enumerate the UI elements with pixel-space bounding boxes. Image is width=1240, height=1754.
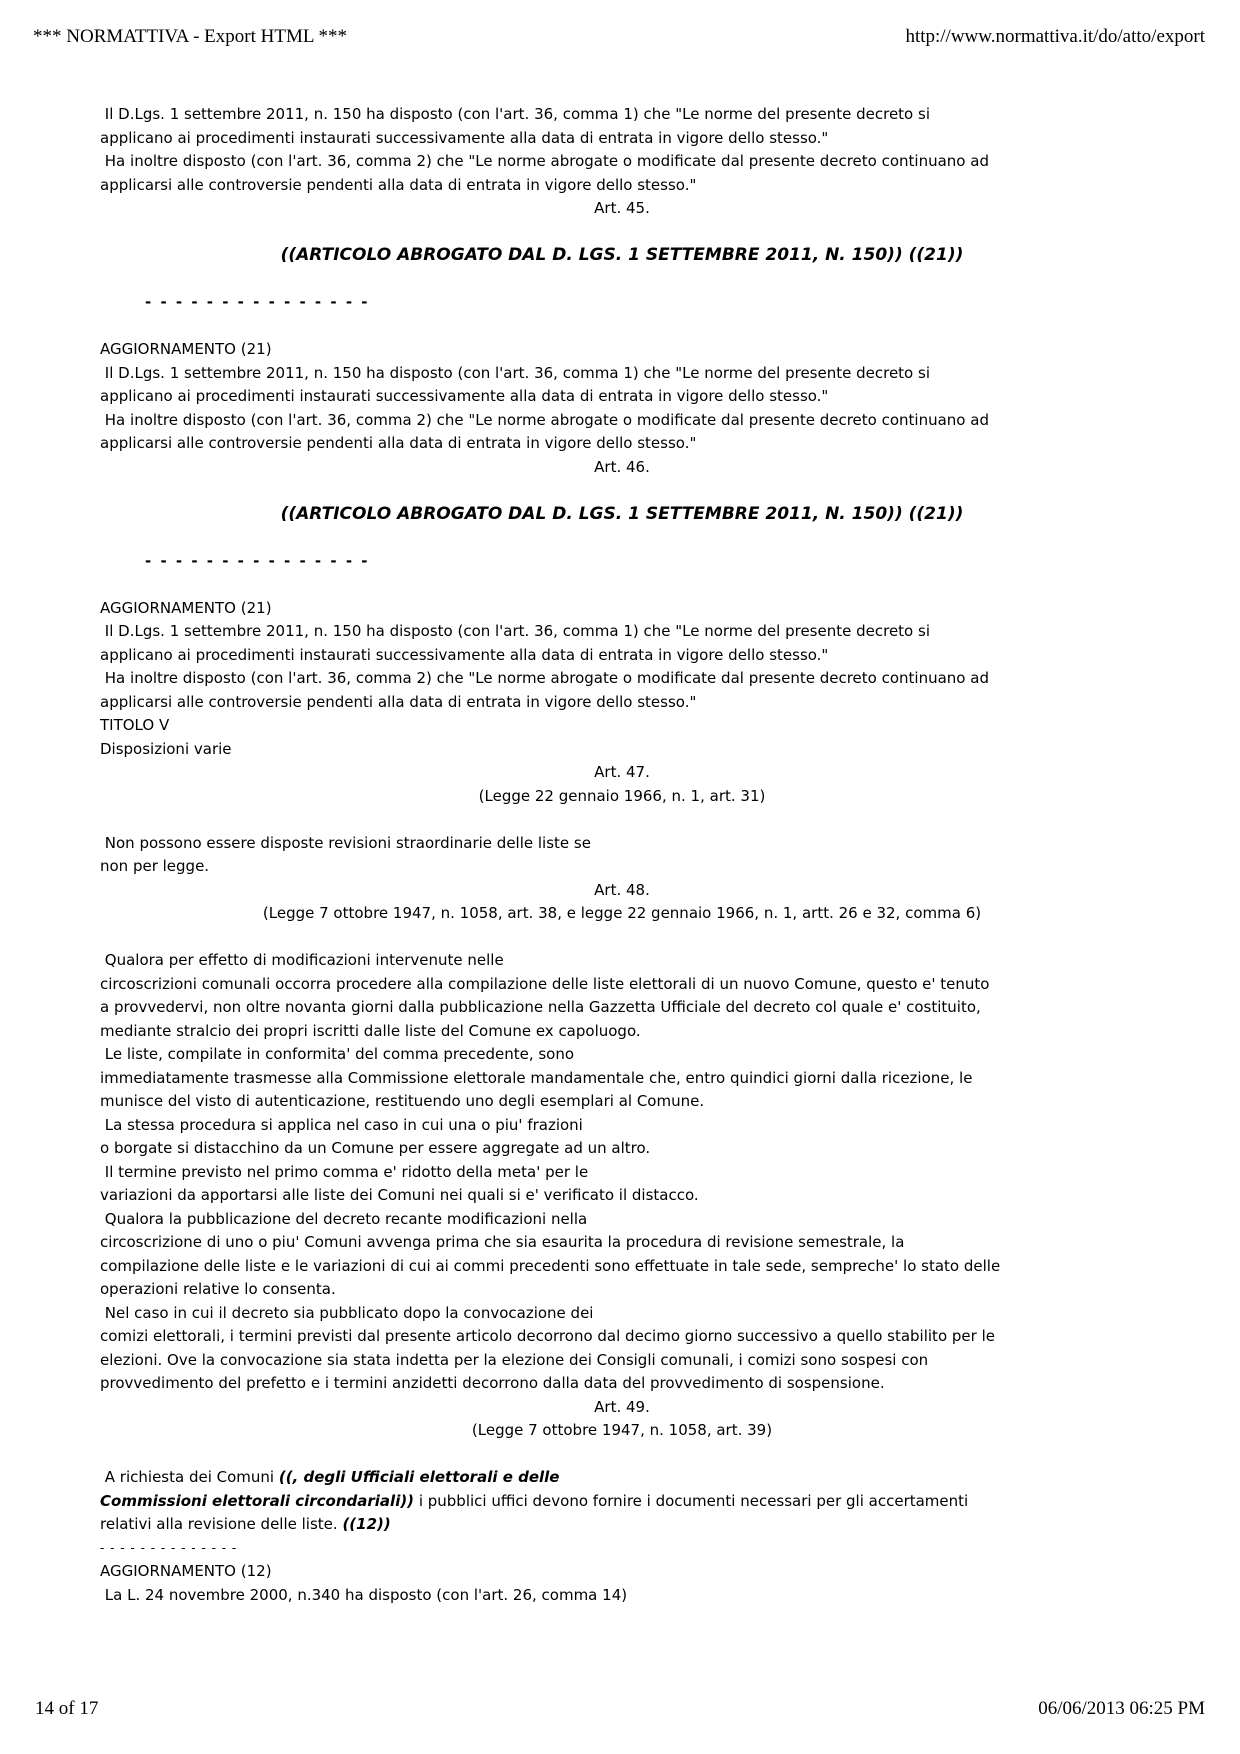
text-line: a provvedervi, non oltre novanta giorni dalla pubblicazione nella Gazzetta Ufficiale del decreto col quale e' costituito, bbox=[100, 998, 981, 1016]
article-heading-46: Art. 46. bbox=[594, 457, 650, 476]
text-line: applicarsi alle controversie pendenti alla data di entrata in vigore dello stesso." bbox=[100, 175, 697, 194]
document-body bbox=[100, 103, 1144, 1607]
print-timestamp: 06/06/2013 06:25 PM bbox=[1038, 1698, 1205, 1719]
page-number: 14 of 17 bbox=[35, 1698, 99, 1719]
amendment-segment: ((12)) bbox=[342, 1515, 391, 1533]
export-url: http://www.normattiva.it/do/atto/export bbox=[905, 26, 1205, 47]
article-heading-47: Art. 47. bbox=[594, 763, 650, 781]
text-line: elezioni. Ove la convocazione sia stata indetta per la elezione dei Consigli comunali, i comizi sono sospesi con bbox=[100, 1350, 929, 1369]
text-line: variazioni da apportarsi alle liste dei Comuni nei quali si e' verificato il distacco. bbox=[100, 1186, 699, 1204]
text-segment: i pubblici uffici devono fornire i documenti necessari per gli accertamenti bbox=[414, 1491, 969, 1510]
text-line: Ha inoltre disposto (con l'art. 36, comma 2) che "Le norme abrogate o modificate dal presente decreto continuano ad bbox=[100, 410, 989, 429]
text-segment: A richiesta dei Comuni bbox=[100, 1468, 279, 1486]
text-line: compilazione delle liste e le variazioni di cui ai commi precedenti sono effettuate in tale sede, sempreche' lo stato delle bbox=[100, 1256, 1001, 1275]
article-reference-48: (Legge 7 ottobre 1947, n. 1058, art. 38, e legge 22 gennaio 1966, n. 1, artt. 26 e 32, comma 6) bbox=[262, 904, 982, 922]
amendment-segment: ((, degli Ufficiali elettorali e delle bbox=[278, 1468, 560, 1486]
text-line: circoscrizioni comunali occorra procedere alla compilazione delle liste elettorali di un nuovo Comune, questo e' tenuto bbox=[100, 974, 990, 993]
article-reference-47: (Legge 22 gennaio 1966, n. 1, art. 31) bbox=[478, 786, 766, 805]
text-line: Le liste, compilate in conformita' del comma precedente, sono bbox=[100, 1045, 575, 1063]
text-line: operazioni relative lo consenta. bbox=[100, 1280, 336, 1298]
abrogation-note-45: ((ARTICOLO ABROGATO DAL D. LGS. 1 SETTEMBRE 2011, N. 150)) ((21)) bbox=[280, 245, 964, 265]
text-line: mediante stralcio dei propri iscritti dalle liste del Comune ex capoluogo. bbox=[100, 1021, 641, 1040]
text-line: Non possono essere disposte revisioni straordinarie delle liste se bbox=[100, 833, 591, 852]
text-line: munisce del visto di autenticazione, restituendo uno degli esemplari al Comune. bbox=[100, 1092, 705, 1110]
text-line: Nel caso in cui il decreto sia pubblicato dopo la convocazione dei bbox=[100, 1303, 594, 1322]
text-line: applicano ai procedimenti instaurati successivamente alla data di entrata in vigore dello stesso." bbox=[100, 128, 829, 147]
text-line: comizi elettorali, i termini previsti dal presente articolo decorrono dal decimo giorno successivo a quello stabilito per le bbox=[100, 1327, 995, 1345]
article-heading-48: Art. 48. bbox=[594, 880, 650, 899]
text-line: Il D.Lgs. 1 settembre 2011, n. 150 ha disposto (con l'art. 36, comma 1) che "Le norme del presente decreto si bbox=[100, 363, 930, 382]
separator-line: - - - - - - - - - - - - - - - bbox=[145, 293, 370, 311]
text-line: La stessa procedura si applica nel caso in cui una o piu' frazioni bbox=[100, 1115, 583, 1134]
text-line: applicarsi alle controversie pendenti alla data di entrata in vigore dello stesso." bbox=[100, 434, 697, 452]
text-line bbox=[100, 1513, 1144, 1537]
export-title: *** NORMATTIVA - Export HTML *** bbox=[33, 26, 348, 47]
text-line: provvedimento del prefetto e i termini anzidetti decorrono dalla data del provvedimento di sospensione. bbox=[100, 1374, 885, 1392]
text-line: Il D.Lgs. 1 settembre 2011, n. 150 ha disposto (con l'art. 36, comma 1) che "Le norme del presente decreto si bbox=[100, 105, 930, 123]
update-label: AGGIORNAMENTO (21) bbox=[100, 598, 272, 617]
title-heading: TITOLO V bbox=[100, 716, 170, 734]
article-reference-49: (Legge 7 ottobre 1947, n. 1058, art. 39) bbox=[471, 1421, 773, 1439]
update-label: AGGIORNAMENTO (12) bbox=[100, 1562, 272, 1580]
text-line: Il termine previsto nel primo comma e' ridotto della meta' per le bbox=[100, 1162, 589, 1181]
article-heading-49: Art. 49. bbox=[594, 1397, 650, 1416]
title-subheading: Disposizioni varie bbox=[100, 739, 232, 758]
text-line: Ha inoltre disposto (con l'art. 36, comma 2) che "Le norme abrogate o modificate dal presente decreto continuano ad bbox=[100, 669, 989, 687]
text-line: Ha inoltre disposto (con l'art. 36, comma 2) che "Le norme abrogate o modificate dal presente decreto continuano ad bbox=[100, 152, 989, 170]
text-line bbox=[100, 1466, 1144, 1490]
text-line: o borgate si distacchino da un Comune per essere aggregate ad un altro. bbox=[100, 1139, 651, 1157]
text-line: applicarsi alle controversie pendenti alla data di entrata in vigore dello stesso." bbox=[100, 692, 697, 711]
update-label: AGGIORNAMENTO (21) bbox=[100, 340, 272, 358]
text-line: circoscrizione di uno o piu' Comuni avvenga prima che sia esaurita la procedura di revisione semestrale, la bbox=[100, 1233, 905, 1251]
separator-line: - - - - - - - - - - - - - - bbox=[100, 1540, 238, 1555]
text-line: applicano ai procedimenti instaurati successivamente alla data di entrata in vigore dello stesso." bbox=[100, 387, 829, 405]
text-line: applicano ai procedimenti instaurati successivamente alla data di entrata in vigore dello stesso." bbox=[100, 645, 829, 664]
text-line bbox=[100, 1490, 1144, 1514]
text-segment: relativi alla revisione delle liste. bbox=[100, 1515, 343, 1533]
text-line: immediatamente trasmesse alla Commissione elettorale mandamentale che, entro quindici giorni dalla ricezione, le bbox=[100, 1068, 973, 1087]
text-line: La L. 24 novembre 2000, n.340 ha disposto (con l'art. 26, comma 14) bbox=[100, 1585, 628, 1604]
print-footer bbox=[35, 1698, 1205, 1720]
print-header bbox=[33, 26, 1205, 48]
text-line: Qualora per effetto di modificazioni intervenute nelle bbox=[100, 951, 504, 969]
text-line: Il D.Lgs. 1 settembre 2011, n. 150 ha disposto (con l'art. 36, comma 1) che "Le norme del presente decreto si bbox=[100, 622, 930, 640]
abrogation-note-46: ((ARTICOLO ABROGATO DAL D. LGS. 1 SETTEMBRE 2011, N. 150)) ((21)) bbox=[280, 503, 964, 524]
text-line: non per legge. bbox=[100, 857, 210, 875]
amendment-segment: Commissioni elettorali circondariali)) bbox=[100, 1491, 415, 1510]
article-heading-45: Art. 45. bbox=[594, 199, 650, 217]
text-line: Qualora la pubblicazione del decreto recante modificazioni nella bbox=[100, 1209, 588, 1228]
separator-line: - - - - - - - - - - - - - - - bbox=[145, 551, 370, 570]
